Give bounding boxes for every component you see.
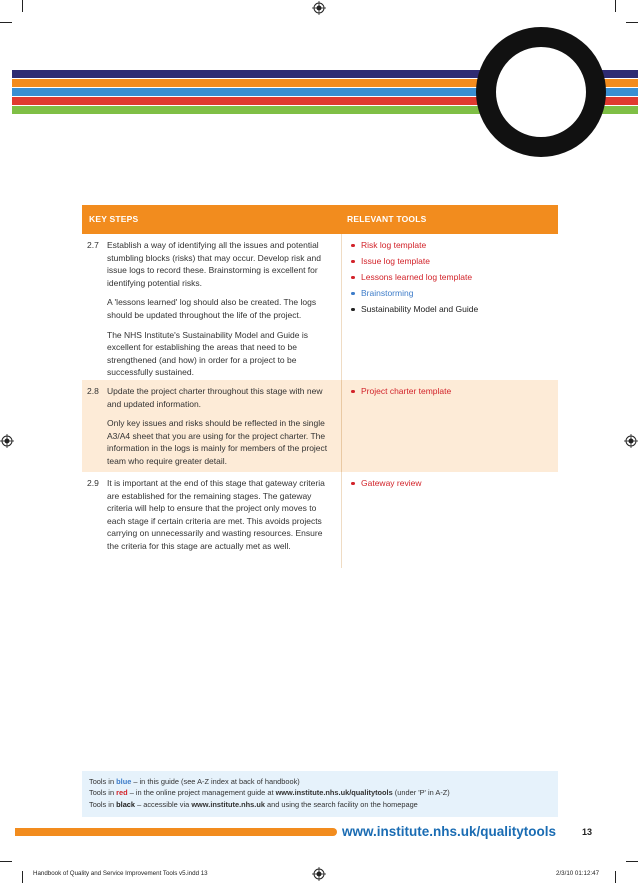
crop-mark (615, 871, 616, 883)
header-relevant-tools: RELEVANT TOOLS (347, 214, 427, 224)
legend-line-blue: Tools in blue – in this guide (see A-Z index at back of handbook) (89, 777, 300, 786)
crop-mark (22, 0, 23, 12)
footer-bar (15, 828, 337, 836)
paragraph: A 'lessons learned' log should also be created. The logs should be updated throughout the life of the project. (107, 297, 317, 320)
crop-mark (615, 0, 616, 12)
tool-link[interactable]: Brainstorming (351, 287, 558, 299)
tools-cell (341, 472, 558, 568)
crop-mark (22, 871, 23, 883)
header-key-steps: KEY STEPS (89, 214, 139, 224)
crop-mark (0, 22, 12, 23)
paragraph: Only key issues and risks should be reflected in the single A3/A4 sheet that you are using for the project charter. The information in the logs is mainly for members of the project team who require greater detail. (107, 418, 328, 466)
step-number: 2.9 (87, 478, 99, 488)
legend-url-link[interactable]: www.institute.nhs.uk (191, 799, 265, 809)
slug-timestamp: 2/3/10 01:12:47 (556, 870, 600, 877)
tools-legend (82, 771, 558, 817)
paragraph: The NHS Institute's Sustainability Model and Guide is excellent for establishing the areas that need to be strengthened (and how) in order for a project to be successfully sustained. (107, 329, 308, 378)
tools-cell (341, 380, 558, 472)
step-description (107, 380, 341, 472)
paragraph: Establish a way of identifying all the issues and potential stumbling blocks (risks) that may occur. Develop risk and issue logs to record these. Brainstorming is excellent for identifying potential risks. (107, 240, 321, 288)
legend-line-black: Tools in black – accessible via www.institute.nhs.uk and using the search facility on the homepage (89, 799, 418, 809)
registration-mark-icon (312, 867, 326, 881)
table-row (82, 234, 558, 380)
tool-link[interactable]: Project charter template (351, 385, 558, 397)
step-description (107, 472, 341, 568)
registration-mark-icon (312, 1, 326, 15)
paragraph: Update the project charter throughout this stage with new and updated information. (107, 386, 323, 409)
page-number: 13 (582, 827, 593, 837)
legend-url-link[interactable]: www.institute.nhs.uk/qualitytools (275, 788, 393, 798)
step-number: 2.7 (87, 240, 99, 250)
crop-mark (626, 861, 638, 862)
registration-mark-icon (0, 434, 14, 448)
bullet-icon (351, 260, 355, 264)
logo-ring (476, 27, 606, 157)
bullet-icon (351, 390, 355, 394)
tools-cell (341, 234, 558, 380)
bullet-icon (351, 276, 355, 280)
crop-mark (626, 22, 638, 23)
table-header (82, 205, 558, 234)
slug-file: Handbook of Quality and Service Improvement Tools v5.indd 13 (33, 870, 208, 877)
paragraph: It is important at the end of this stage that gateway criteria are established for the remaining stages. The gateway criteria will help to ensure that the project only moves to each stage if certain criteria are met. This avoids projects carrying on unnecessarily and wasting resources. Ensure the criteria for this stage are actually met as well. (107, 478, 325, 551)
footer-url-link[interactable]: www.institute.nhs.uk/qualitytools (342, 824, 557, 839)
bullet-icon (351, 308, 355, 312)
table-row (82, 472, 558, 568)
legend-line-red: Tools in red – in the online project management guide at www.institute.nhs.uk/qualitytools (under 'P' in A-Z) (89, 788, 450, 798)
key-steps-table (82, 205, 558, 568)
table-row (82, 380, 558, 472)
tool-link[interactable]: Gateway review (351, 477, 558, 489)
tool-link[interactable]: Sustainability Model and Guide (351, 303, 558, 315)
step-number: 2.8 (87, 386, 99, 396)
bullet-icon (351, 292, 355, 296)
tool-link[interactable]: Lessons learned log template (351, 271, 558, 283)
tool-link[interactable]: Risk log template (351, 239, 558, 251)
crop-mark (0, 861, 12, 862)
step-description (107, 234, 341, 380)
registration-mark-icon (624, 434, 638, 448)
bullet-icon (351, 244, 355, 248)
tool-link[interactable]: Issue log template (351, 255, 558, 267)
bullet-icon (351, 482, 355, 486)
